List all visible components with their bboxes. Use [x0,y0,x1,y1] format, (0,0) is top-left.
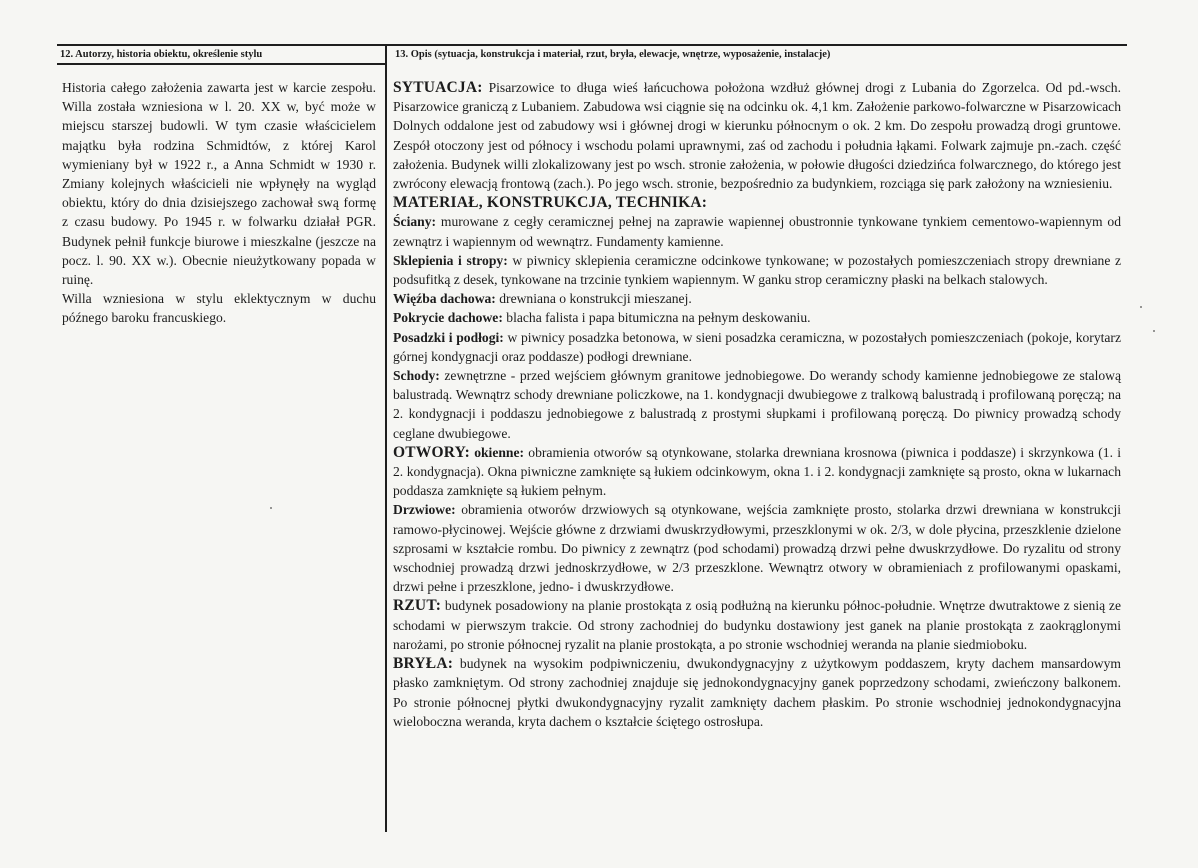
description-section [393,328,1121,366]
description-section [393,366,1121,443]
section-text: drewniana o konstrukcji mieszanej. [499,291,692,307]
section-label: Schody: [393,368,440,384]
scan-speck [1140,306,1142,308]
section-text: blacha falista i papa bitumiczna na pełnym deskowaniu. [506,310,811,326]
section-label: Posadzki i podłogi: [393,329,504,345]
header-bottom-rule-left [57,63,386,65]
description-section [393,596,1121,654]
section-label: Ściany: [393,214,437,230]
section-text: w piwnicy sklepienia ceramiczne odcinkowe tynkowane; w pozostałych pomieszczeniach stropy drewniane z podsufitką z desek, tynkowane na trzcinie tynkiem wapiennym. W ganku strop ceramiczny płaski na belkach stalowych. [393,252,1122,288]
description-section [393,654,1121,731]
description-section [393,251,1121,289]
description-section [393,289,1121,308]
section-label: RZUT: [393,597,442,615]
description-section [393,500,1121,596]
header-top-rule [57,44,1127,46]
section-text: w piwnicy posadzka betonowa, w sieni posadzka ceramiczna, w pozostałych pomieszczeniach (pokoje, korytarz górnej kondygnacji oraz poddasze) podłogi drewniane. [393,329,1121,364]
section-text: obramienia otworów drzwiowych są otynkowane, wejścia zamknięte prosto, stolarka drzwi drewniana w konstrukcji ramowo-płycinowej. Wejście główne z drzwiami dwuskrzydłowymi, przeszklonymi w ok. 2/3, w dole płycina, przeszklenie dzielone szprosami w kształcie rombu. Do piwnicy z zewnątrz (pod schodami) prowadzą drzwi pełne dwuskrzydłowe. Do ryzalitu od strony wschodniej prowadzą drzwi jednoskrzydłowe, w 2/3 przeszklone. Wewnątrz otwory w obramieniach z profilowanymi opaskami, drzwi pełne i przeszklone, jedno- i dwuskrzydłowe. [393,502,1122,595]
section-label: BRYŁA: [393,655,454,673]
right-column-header: 13. Opis (sytuacja, konstrukcja i materiał, rzut, bryła, elewacje, wnętrze, wyposażenie, instalacje) [395,49,831,60]
section-text: budynek na wysokim podpiwniczeniu, dwukondygnacyjny z użytkowym poddaszem, kryty dachem mansardowym płasko zamkniętym. Od strony zachodniej znajduje się jednokondygnacyjny ganek poprzedzony schodami, zwieńczony balkonem. Po stronie północnej płytki dwukondygnacyjny ryzalit zamknięty dachem płaskim. Po stronie wschodniej jednokondygnacyjna wieloboczna weranda, kryta dachem o kształcie ściętego ostrosłupa. [393,656,1121,729]
section-label: Drzwiowe: [393,502,456,518]
scan-speck [270,507,272,509]
section-sublabel: okienne: [474,444,525,460]
description-section [393,78,1121,193]
section-text: zewnętrzne - przed wejściem głównym granitowe jednobiegowe. Do werandy schody kamienne jednobiegowe ze stalową balustradą. Wewnątrz schody drewniane policzkowe, na 1. kondygnacji dwubiegowe z tralkową balustradą i profilowaną poręczą; na 2. kondygnacji i poddaszu jednobiegowe z balustradą z prostymi słupkami i profilowaną poręczą. Do piwnicy prowadzą schody ceglane dwubiegowe. [393,368,1121,441]
description-section [393,443,1121,501]
history-column [62,78,376,328]
scan-speck [1153,330,1155,332]
column-divider [385,44,387,832]
section-label: SYTUACJA: [393,79,483,96]
section-label: OTWORY: [393,443,470,461]
style-paragraph: Willa wzniesiona w stylu eklektycznym w duchu późnego baroku francuskiego. [62,291,376,326]
section-label: MATERIAŁ, KONSTRUKCJA, TECHNIKA: [393,194,708,212]
section-text: murowane z cegły ceramicznej pełnej na zaprawie wapiennej obustronnie tynkowane tynkiem cementowo-wapiennym od zewnątrz i wapiennym od wewnątrz. Fundamenty kamienne. [393,214,1121,249]
history-paragraph: Historia całego założenia zawarta jest w karcie zespołu. Willa została wzniesiona w l. 20. XX w, być może w miejscu starszej budowli. W tym czasie właścicielem majątku była rodzina Schmidtów, z której Karol wymieniany był w 1922 r., a Anna Schmidt w 1930 r. Zmiany kolejnych właścicieli nie wpłynęły na wygląd obiektu, który do dnia dzisiejszego zachował swą formę z czasu budowy. Po 1945 r. w folwarku działał PGR. Budynek pełnił funkcje biurowe i mieszkalne (jeszcze na pocz. l. 90. XX w.). Obecnie nieużytkowany popada w ruinę. [62,80,376,288]
section-label: Więźba dachowa: [393,291,496,307]
description-section [393,308,1121,327]
section-text: Pisarzowice to długa wieś łańcuchowa położona wzdłuż głównej drogi z Lubania do Zgorzelca. Od pd.-wsch. Pisarzowice graniczą z Lubaniem. Zabudowa wsi ciągnie się na odcinku ok. 4,1 km. Założenie parkowo-folwarczne w Pisarzowicach Dolnych oddalone jest od zabudowy wsi i głównej drogi w kierunku północnym o ok. 2 km. Do zespołu prowadzą drogi gruntowe. Zespół otoczony jest od północy i wschodu polami uprawnymi, zaś od zachodu i południa łąkami. Folwark zajmuje pn.-zach. część założenia. Budynek willi zlokalizowany jest po wsch. stronie założenia, w połowie długości dziedzińca folwarcznego, do którego jest zwrócony elewacją frontową (zach.). Po jego wsch. stronie, bezpośrednio za budynkiem, rozciąga się park założony na wzniesieniu. [393,80,1121,192]
section-text: obramienia otworów są otynkowane, stolarka drewniana krosnowa (piwnica i poddasze) i skrzynkowa (1. i 2. kondygnacja). Okna piwniczne zamknięte są łukiem odcinkowym, okna 1. i 2. kondygnacji zamknięte są prosto, okna w lukarnach poddasza zamknięte są łukiem pełnym. [393,444,1121,499]
section-label: Sklepienia i stropy: [393,252,508,268]
description-section [393,212,1121,250]
description-column [393,78,1121,731]
section-text: budynek posadowiony na planie prostokąta z osią podłużną na kierunku północ-południe. Wnętrze dwutraktowe z sienią ze schodami w pierwszym trakcie. Od strony zachodniej do budynku dostawiony jest ganek na planie prostokąta z zaokrąglonymi narożami, po stronie północnej ryzalit na planie prostokąta, a po stronie wschodniej weranda na planie siedmioboku. [393,598,1121,652]
section-label: Pokrycie dachowe: [393,310,503,326]
description-section [393,193,1121,212]
left-column-header: 12. Autorzy, historia obiektu, określenie stylu [60,49,263,60]
